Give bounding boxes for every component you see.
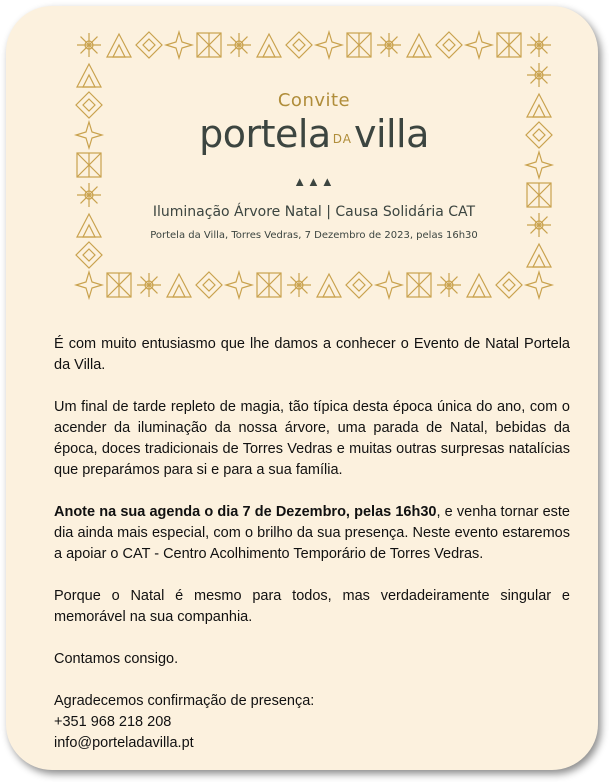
invitation-card [6, 6, 598, 770]
ornament-tile [377, 33, 401, 57]
brand-logo [72, 112, 556, 156]
tree-icons: ▲▲▲ [293, 174, 335, 189]
date-highlight: Anote na sua agenda o dia 7 de Dezembro, pelas 16h30 [54, 504, 437, 520]
ornament-tile [227, 33, 251, 57]
sign-off: Contamos consigo. [54, 651, 179, 667]
email-link[interactable]: info@porteladavilla.pt [54, 735, 194, 751]
description-paragraph: Um final de tarde repleto de magia, tão típica desta época única do ano, com o acender da iluminação da nossa árvore, uma parada de Natal, bebidas da época, doces tradicionais de Torres Vedras e muitas outras surpresas natalícias que preparámos para si e para a sua família. [54, 399, 570, 478]
ornament-tile [316, 32, 342, 58]
ornament-tile [496, 272, 522, 298]
ornamental-frame [72, 26, 556, 304]
ornament-tile [226, 272, 252, 298]
ornament-tile [497, 33, 521, 57]
ornament-tile [317, 274, 341, 297]
ornament-tile [527, 63, 551, 87]
ornament-tile [76, 242, 102, 268]
ornament-tile [196, 272, 222, 298]
ornament-tile [257, 34, 281, 57]
ornament-tile [166, 32, 192, 58]
ornament-tile [527, 244, 551, 267]
ornament-tile [167, 274, 191, 297]
invite-label: Convite [277, 90, 351, 111]
invitation-banner [72, 26, 556, 304]
event-subtitle: Iluminação Árvore Natal | Causa Solidária CAT [152, 204, 476, 220]
ornament-tile [436, 32, 462, 58]
ornament-tile [346, 272, 372, 298]
ornament-tile [347, 33, 371, 57]
brand-logo-da: DA [332, 132, 352, 146]
phone-number[interactable]: +351 968 218 208 [54, 714, 172, 730]
intro-paragraph: É com muito entusiasmo que lhe damos a conhecer o Evento de Natal Portela da Villa. [54, 336, 570, 373]
ornament-tile [107, 273, 131, 297]
ornament-tile [526, 272, 552, 298]
ornament-tile [407, 34, 431, 57]
ornament-tile [137, 273, 161, 297]
ornament-tile [407, 273, 431, 297]
date-paragraph-rest: , e venha tornar este dia ainda mais especial, com o brilho da sua presença. Neste evento estaremos a apoiar o CAT - Centro Acolhimento Temporário de Torres Vedras. [54, 504, 570, 562]
ornament-tile [77, 33, 101, 57]
ornament-tile [257, 273, 281, 297]
ornament-tile [527, 33, 551, 57]
ornament-tile [107, 34, 131, 57]
ornament-tile [197, 33, 221, 57]
brand-logo-part1: portela [199, 112, 331, 156]
ornament-tile [287, 273, 311, 297]
rsvp-label: Agradecemos confirmação de presença: [54, 693, 315, 709]
brand-logo-part2: villa [353, 112, 429, 156]
ornament-tile [77, 64, 101, 87]
rsvp-block [54, 691, 570, 754]
date-paragraph [54, 502, 570, 565]
ornament-tile [286, 32, 312, 58]
ornament-tile [466, 32, 492, 58]
ornament-tile [136, 32, 162, 58]
event-details: Portela da Villa, Torres Vedras, 7 Dezembro de 2023, pelas 16h30 [150, 230, 478, 241]
ornament-tile [467, 274, 491, 297]
letter-body [54, 334, 570, 754]
closing-paragraph: Porque o Natal é mesmo para todos, mas verdadeiramente singular e memorável na sua companhia. [54, 588, 570, 625]
ornament-tile [76, 272, 102, 298]
ornament-tile [376, 272, 402, 298]
ornament-tile [437, 273, 461, 297]
